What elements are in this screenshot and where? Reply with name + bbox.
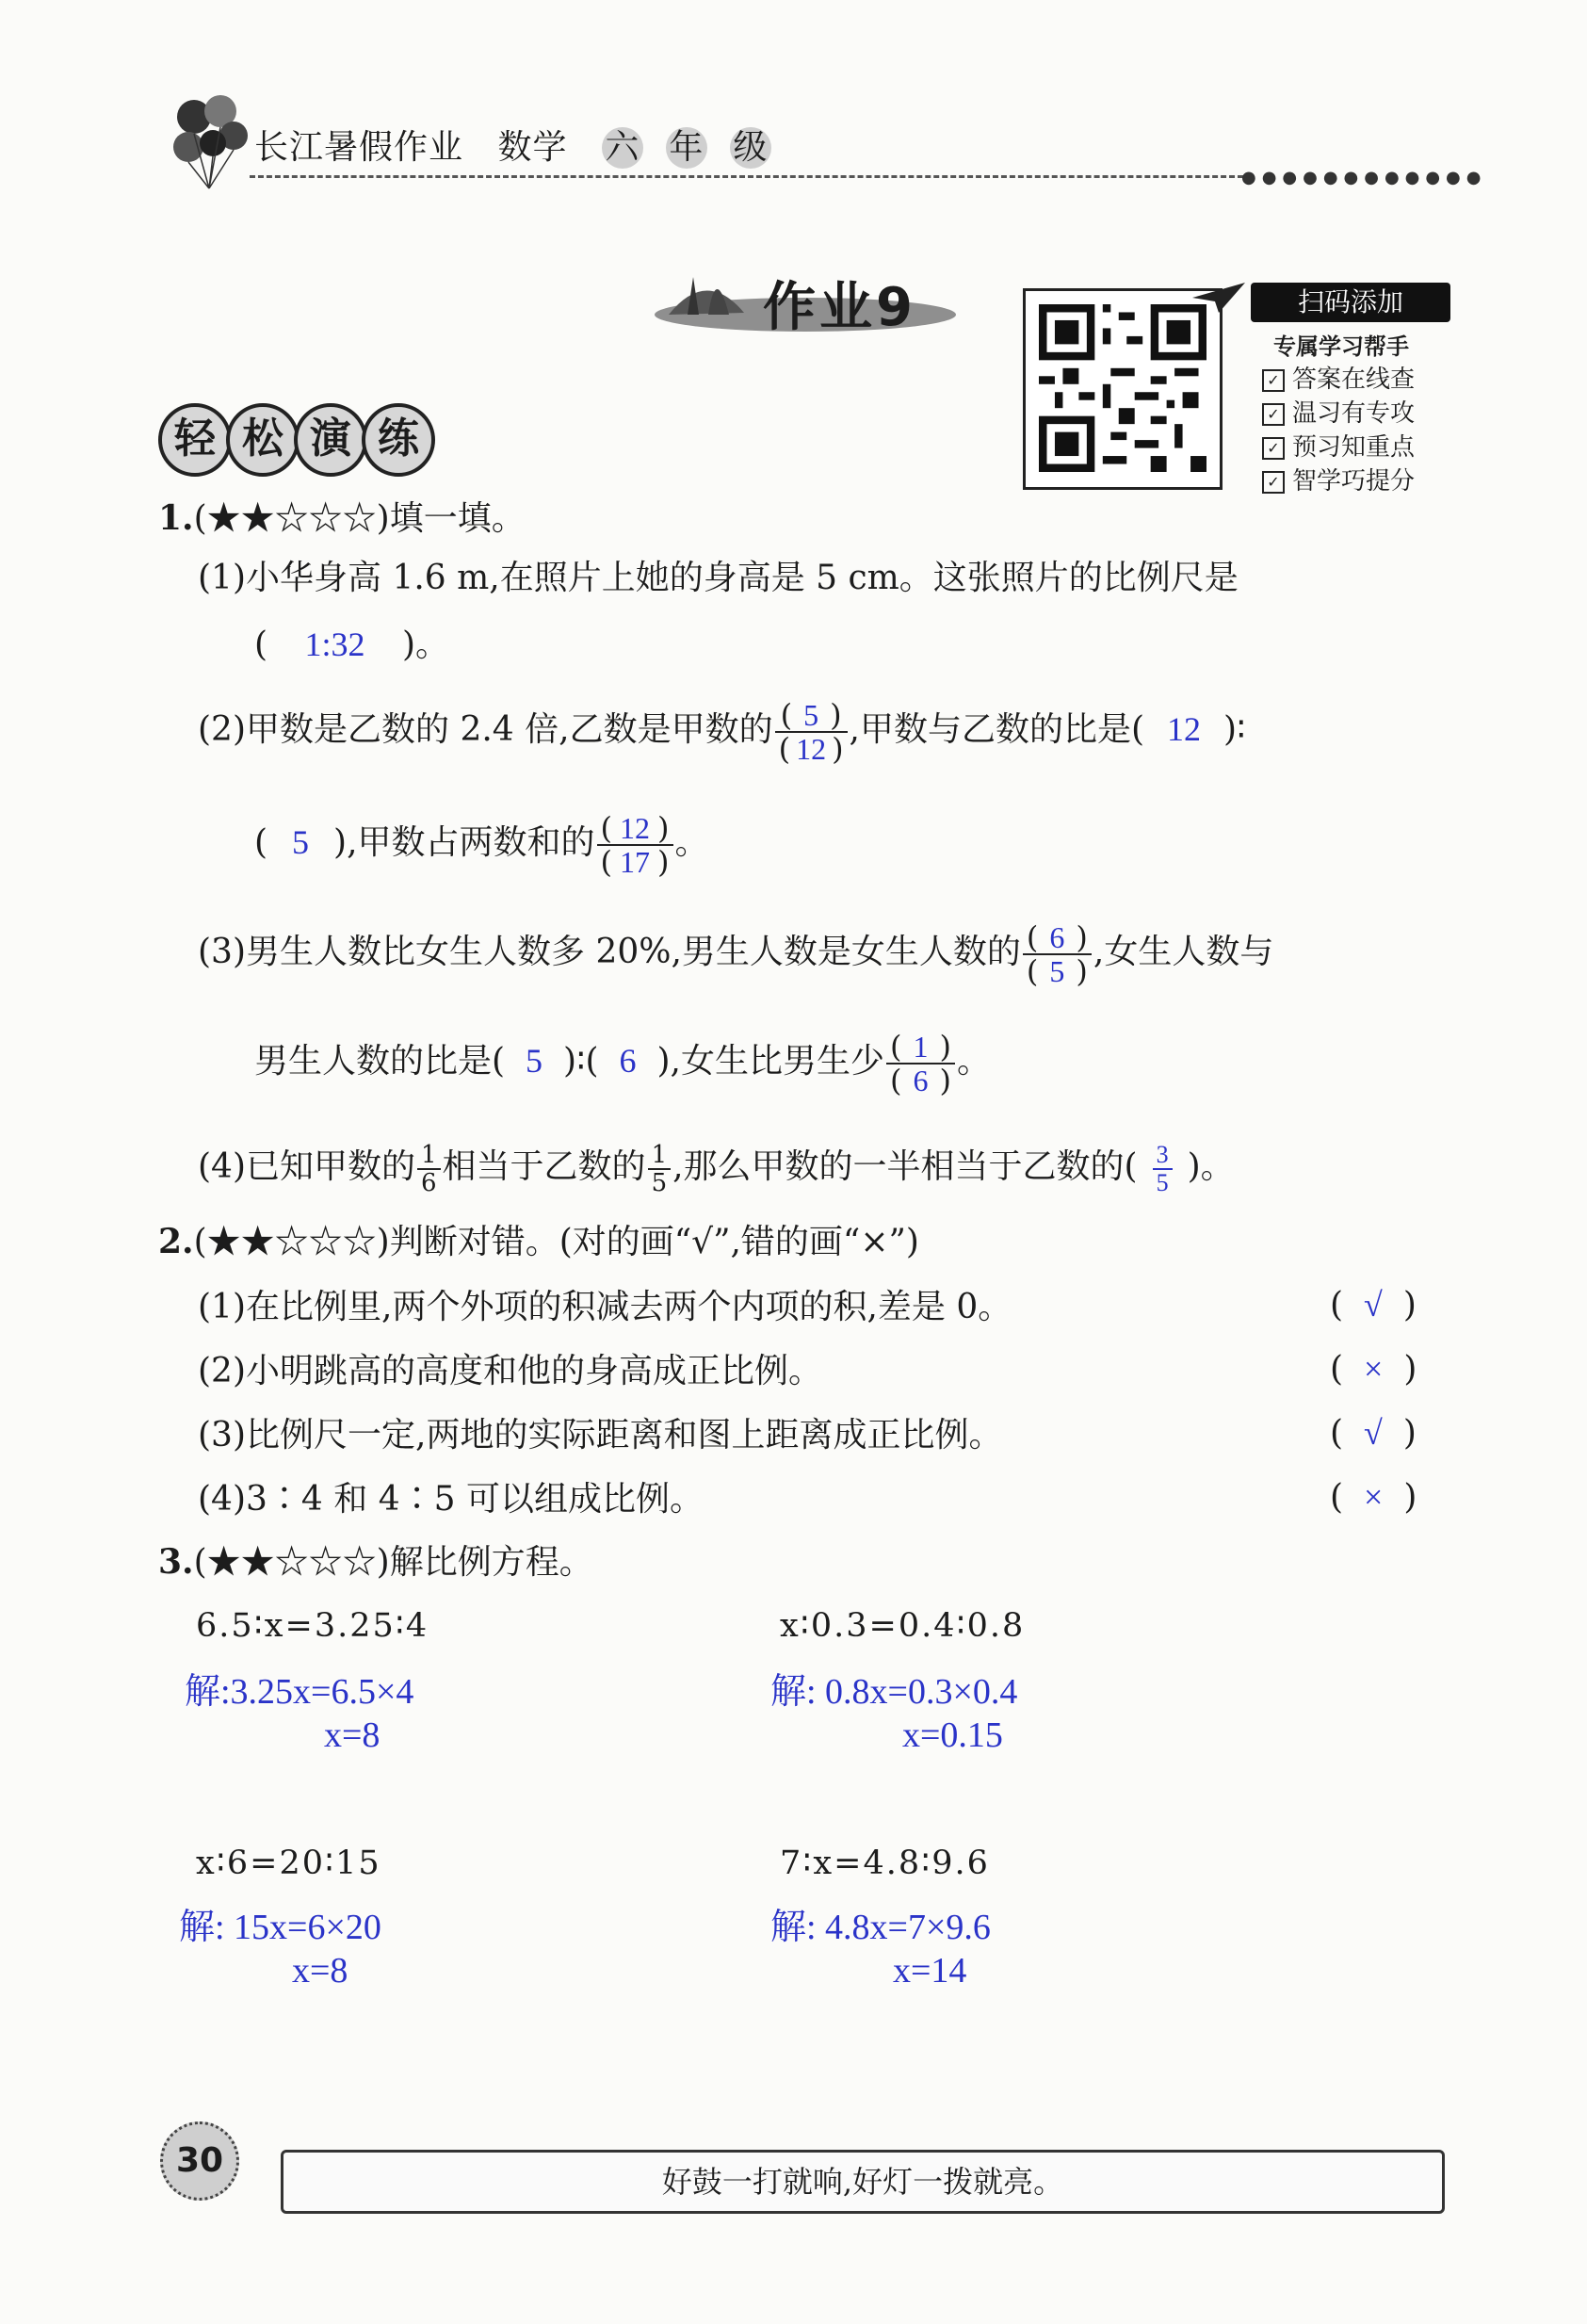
answer: 5 [526,1042,543,1080]
answer: 1 [913,1030,929,1064]
answer: √ [1364,1414,1383,1452]
feature-bullet: ✓ 温习有专攻 [1262,394,1415,429]
checkbox-icon: ✓ [1262,471,1285,494]
answer: 17 [620,845,651,879]
solution-step: 解:3.25x=6.5×4 [185,1672,414,1712]
q1-part1-answer-line: ( 1:32 )。 [254,626,450,664]
grade-char: 级 [730,127,771,169]
q1-part2-line1: (2)甲数是乙数的 2.4 倍,乙数是甲数的 $\frac{( 5 )}{( 12 )}$ ,甲数与乙数的比是( 12 )∶ [198,697,1246,767]
judgement-item: (2)小明跳高的高度和他的身高成正比例。 [198,1352,822,1390]
solution-step: 解: 0.8x=0.3×0.4 [770,1672,1018,1712]
proverb-banner [281,2150,1445,2214]
fraction: $\frac{( 5 )}{( 12 )}$ [775,699,848,765]
proportion-equation: 7∶x=4.8∶9.6 [780,1845,990,1882]
answer: 12 [796,732,827,766]
judgement-answer-box: ( × ) [1330,1350,1417,1389]
answer: 5 [803,698,819,732]
balloons-icon [168,90,252,194]
page-number: 30 [160,2121,239,2201]
qr-code-icon [1039,304,1206,472]
question-2-heading: 2.(★★☆☆☆)判断对错。(对的画“√”,错的画“×”) [158,1222,919,1261]
q1-part3-line1: (3)男生人数比女生人数多 20%,男生人数是女生人数的 $\frac{( 6 )}{( 5 )}$ ,女生人数与 [198,919,1274,989]
judgement-answer-box: ( × ) [1330,1478,1417,1517]
answer: 6 [1049,920,1065,954]
qr-code[interactable] [1023,288,1223,490]
q1-part2-line2: ( 5 ),甲数占两数和的 $\frac{( 12 )}{( 17 )}$ 。 [254,810,709,880]
grade-char: 六 [602,127,643,169]
answer: 12 [620,811,651,845]
judgement-answer-box: ( √ ) [1330,1286,1417,1325]
proportion-equation: x∶0.3=0.4∶0.8 [780,1607,1026,1645]
judgement-answer-box: ( √ ) [1330,1414,1417,1453]
solution-result: x=8 [292,1951,348,1991]
answer: × [1364,1478,1384,1516]
q1-part4-line: (4)已知甲数的 $\frac{1}{6}$ 相当于乙数的 $\frac{1}{5}$ ,那么甲数的一半相当于乙数的( $\frac{3}{5}$ )。 [198,1141,1235,1197]
checkbox-icon: ✓ [1262,437,1285,460]
answer: 1:32 [304,626,365,663]
checkbox-icon: ✓ [1262,369,1285,392]
solution-result: x=8 [324,1715,381,1755]
feature-bullet: ✓ 智学巧提分 [1262,462,1415,496]
header-divider [250,175,1243,178]
solution-result: x=0.15 [902,1715,1003,1755]
fraction: $\frac{( 12 )}{( 17 )}$ [597,812,673,878]
q1-part3-line2: 男生人数的比是( 5 )∶( 6 ),女生比男生少 $\frac{( 1 )}{( 6 )}$ 。 [254,1029,991,1098]
subject-name: 数学 [497,128,568,167]
answer: × [1364,1350,1384,1388]
judgement-item: (3)比例尺一定,两地的实际距离和图上距离成正比例。 [198,1416,1003,1455]
answer: 5 [1049,954,1065,988]
answer: √ [1364,1286,1383,1324]
feature-bullet: ✓ 预习知重点 [1262,428,1415,463]
q1-part1-text: (1)小华身高 1.6 m,在照片上她的身高是 5 cm。这张照片的比例尺是 [198,559,1239,597]
fraction-answer: $\frac{3}{5}$ [1153,1142,1173,1196]
header-dots: ●●●●●●●●●●●● [1241,168,1487,187]
fraction: $\frac{( 6 )}{( 5 )}$ [1023,921,1092,987]
paper-plane-icon [1190,279,1247,317]
scan-banner: 扫码添加 [1251,283,1450,322]
proverb-text: 好鼓一打就响,好灯一拨就亮。 [661,2164,1064,2200]
question-1-heading: 1.(★★☆☆☆)填一填。 [158,498,526,538]
answer: 5 [292,823,310,861]
proportion-equation: 6.5∶x=3.25∶4 [196,1607,429,1645]
fraction: $\frac{( 1 )}{( 6 )}$ [886,1031,955,1097]
solution-step: 解: 4.8x=7×9.6 [770,1908,991,1947]
judgement-item: (4)3∶4 和 4∶5 可以组成比例。 [198,1480,704,1519]
solution-step: 解: 15x=6×20 [179,1908,381,1947]
answer: 12 [1167,710,1202,748]
checkbox-icon: ✓ [1262,403,1285,426]
helper-title: 专属学习帮手 [1273,333,1409,360]
proportion-equation: x∶6=20∶15 [196,1845,381,1882]
series-name: 长江暑假作业 [254,128,464,167]
answer: 6 [913,1064,929,1097]
fraction: $\frac{1}{6}$ [417,1142,441,1196]
question-3-heading: 3.(★★☆☆☆)解比例方程。 [158,1542,593,1582]
solution-result: x=14 [893,1951,967,1991]
judgement-item: (1)在比例里,两个外项的积减去两个内项的积,差是 0。 [198,1288,1012,1326]
grade-char: 年 [666,127,707,169]
feature-bullet: ✓ 答案在线查 [1262,360,1415,395]
header-title [254,121,794,169]
assignment-title: 作业9 [763,277,916,338]
section-heading: 轻 松 演 练 [158,403,429,477]
fraction: $\frac{1}{5}$ [648,1142,672,1196]
answer: 6 [619,1042,637,1080]
